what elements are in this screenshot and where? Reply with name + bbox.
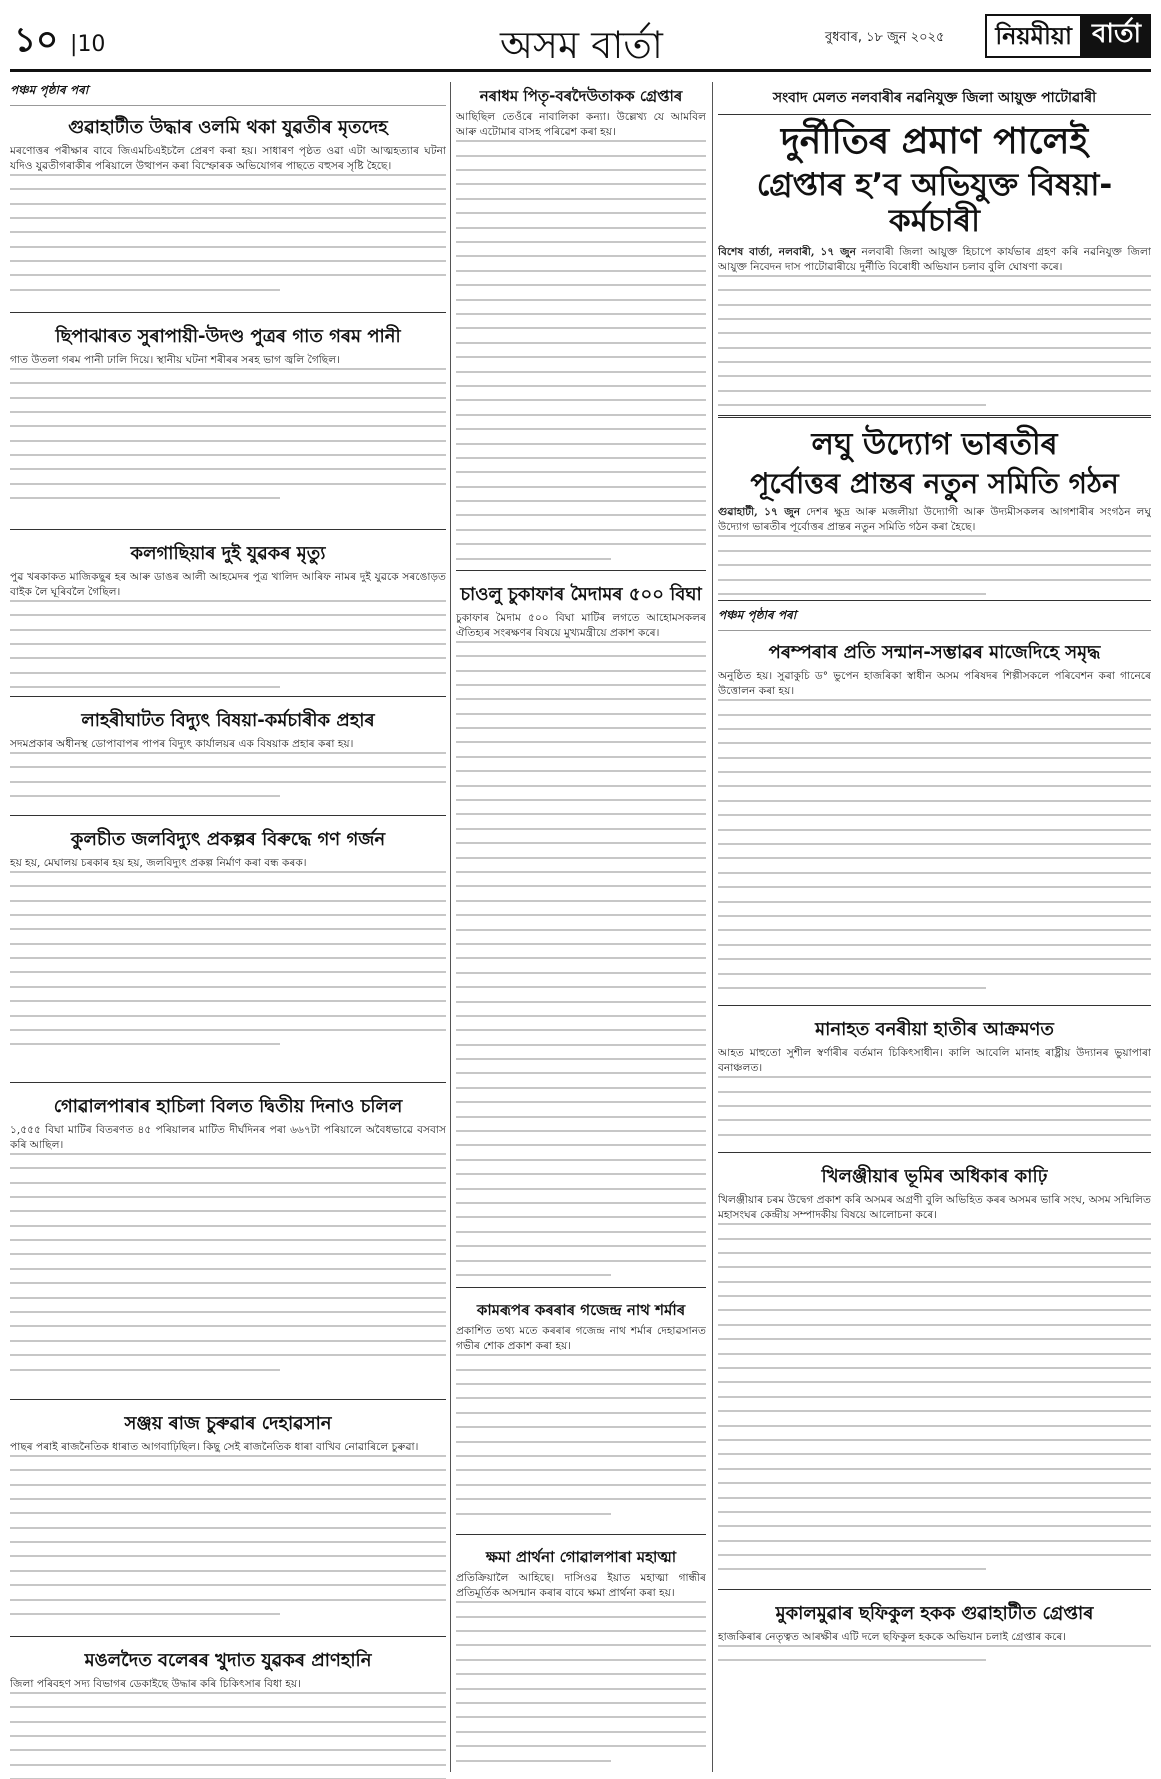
article-headline: মুকালমুৱাৰ ছফিকুল হকক গুৱাহাটীত গ্ৰেপ্তাৰ	[775, 1603, 1094, 1625]
article-body	[718, 1076, 1151, 1144]
divider	[10, 696, 446, 697]
article-lead: খিলঞ্জীয়াৰ চৰম উদ্বেগ প্ৰকাশ কৰি অসমৰ অগ্ৰণী বুলি অভিহিত কৰৰ অসমৰ ভাৰি সংঘ, অসম সন্মিলিত মহাসংঘৰ কেন্দ্ৰীয় সম্পাদকীয় বিষয়ে আলোচনা কৰে।	[718, 1194, 1151, 1222]
article-headline: মানাহত বনৰীয়া হাতীৰ আক্ৰমণত	[815, 1019, 1054, 1041]
article-lead: অনুষ্ঠিত হয়। সুৱাকুচি ড° ভুপেন হাজৰিকা স্বাধীন অসম পৰিষদৰ শিল্পীসকলে পৰিবেশন কৰা গানেৰে উত্তোলন কৰা হয়।	[718, 670, 1151, 698]
second-article-lead	[718, 505, 1151, 535]
column-right	[718, 82, 1151, 1678]
newspaper-page	[10, 8, 1151, 1771]
divider	[456, 570, 706, 571]
lead-strap: সংবাদ মেলত নলবাৰীৰ নৱনিযুক্ত জিলা আয়ুক্ত পাটোৱাৰী	[718, 82, 1151, 115]
article-lead: প্ৰকাশিত তথ্য মতে কৰৰাৰ গজেন্দ্ৰ নাথ শৰ্মাৰ দেহাৱসানত গভীৰ শোক প্ৰকাশ কৰা হয়।	[456, 1325, 706, 1353]
article	[718, 637, 1151, 997]
column-divider	[450, 82, 451, 1772]
article-headline: পৰম্পৰাৰ প্ৰতি সন্মান-সম্ভাৱৰ মাজেদিহে সমৃদ্ধ	[768, 642, 1101, 664]
article-headline: গুৱাহাটীত উদ্ধাৰ ওলমি থকা যুৱতীৰ মৃতদেহ	[68, 117, 388, 138]
logo-part-2: বাৰ্তা	[1082, 14, 1151, 58]
article	[10, 321, 446, 521]
article-body	[718, 1645, 1151, 1661]
lead-headline-line-2: গ্ৰেপ্তাৰ হ’ব অভিযুক্ত বিষয়া-কৰ্মচাৰী	[756, 167, 1113, 240]
second-dateline: গুৱাহাটী, ১৭ জুন	[718, 506, 801, 519]
article-headline: কলগাছিয়াৰ দুই যুৱকৰ মৃত্যু	[130, 543, 326, 564]
article-lead: পাছৰ পৰাই ৰাজনৈতিক ধাৰাত আগবাঢ়িছিল। কিছু সেই ৰাজনৈতিক ধাৰা বাখিব নোৱাৰিলে চুৰুৱা।	[10, 1440, 419, 1453]
second-lead-box	[718, 415, 1151, 602]
article	[10, 1645, 446, 1779]
article-body	[456, 1601, 706, 1761]
article	[10, 824, 446, 1074]
article	[456, 82, 706, 562]
second-article-body	[718, 535, 1151, 595]
lead-dateline: বিশেষ বাৰ্তা, নলবাৰী, ১৭ জুন	[718, 245, 856, 258]
page-number-small: |10	[70, 32, 106, 57]
article-headline: ক্ষমা প্ৰাৰ্থনা গোৱালপাৰা মহাত্মা	[485, 1548, 677, 1566]
article-body	[10, 752, 446, 797]
page-number	[14, 14, 105, 71]
article-lead: মৰণোত্তৰ পৰীক্ষাৰ বাবে জিএমচিএইচলৈ প্ৰেৰণ কৰা হয়। সাধাৰণ পৃষ্ঠত ওৱা এটা আত্মহত্যাৰ ঘটনা যদিও যুৱতীগৰাকীৰ পৰিয়ালে উত্থাপন কৰা বিস্ফোৰক অভিযোগৰ পাছতে বহুসৰ সৃষ্টি হৈছে।	[10, 144, 446, 172]
article-body	[10, 600, 446, 688]
article-body	[10, 1455, 446, 1615]
article-headline: সঞ্জয় ৰাজ চুৰুৱাৰ দেহাৱসান	[124, 1413, 332, 1434]
article-lead: হাজকিৰাৰ নেতৃত্বত আৰক্ষীৰ এটি দলে ছফিকুল হককে অভিযান চলাই গ্ৰেপ্তাৰ কৰে।	[718, 1631, 1067, 1644]
lead-text: নলবাৰী জিলা আয়ুক্ত হিচাপে কাৰ্যভাৰ গ্ৰহণ কৰি নৱনিযুক্ত জিলা আয়ুক্ত নিবেদন দাস পাটোৱাৰীয়ে দুৰ্নীতি বিৰোধী অভিযান চলাব বুলি ঘোষণা কৰে।	[718, 245, 1151, 273]
paper-name: অসম বাৰ্তা	[500, 23, 663, 67]
article	[718, 1161, 1151, 1581]
divider	[10, 1082, 446, 1083]
divider	[718, 1152, 1151, 1153]
article-body	[456, 140, 706, 559]
article-lead: চুকাফাৰ মৈদাম ৫০০ বিঘা মাটিৰ লগতে আহোমসকলৰ ঐতিহ্যৰ সংৰক্ষণৰ বিষয়ে মুখ্যমন্ত্ৰীয়ে প্ৰকাশ কৰে।	[456, 611, 706, 639]
article-lead: আছিছিল তেওঁৰে নাবালিকা কন্যা। উল্লেখ্য যে আমবিল আৰু এটোমাৰ বাসহ পৰিৱেশ কৰা হয়।	[456, 111, 706, 139]
continued-kicker: পঞ্চম পৃষ্ঠাৰ পৰা	[718, 607, 1151, 631]
article-lead: পুৱ খৰকাকত মাজিকছুৰ হৰ আৰু ডাঙৰ আলী আহমেদৰ পুত্ৰ খালিদ আৰিফ নামৰ দুই যুৱকে সৰঙোড়ত বাইক লৈ ঘূৰিবলৈ গৈছিল।	[10, 570, 446, 598]
article	[718, 1014, 1151, 1144]
article-lead: প্ৰতিক্ৰিয়ালৈ আহিছে। দাসিওৱ ইয়াত মহাত্মা গান্ধীৰ প্ৰতিমূৰ্তিক অসন্মান কৰাৰ বাবে ক্ষমা প্ৰাৰ্থনা কৰা হয়।	[456, 1572, 706, 1600]
article-headline: চাওলু চুকাফাৰ মৈদামৰ ৫০০ বিঘা	[460, 584, 702, 605]
divider	[10, 1399, 446, 1400]
divider	[718, 1589, 1151, 1590]
article-body	[10, 871, 446, 1046]
article-lead: ১,৫৫৫ বিঘা মাটিৰ বিতৰণত ৪৫ পৰিয়ালৰ মাটিত দীৰ্ঘদিনৰ পৰা ৬৬৭টা পৰিয়ালে অবৈধভাৱে বসবাস কৰি আছিল।	[10, 1123, 446, 1151]
article	[10, 112, 446, 304]
masthead-logo	[985, 14, 1151, 58]
issue-date: বুধবাৰ, ১৮ জুন ২০২৫	[825, 30, 945, 45]
lead-article-body	[718, 275, 1151, 407]
article-lead: সদমপ্ৰকাৰ অধীনস্থ ডোপাবাপৰ পাপৰ বিদ্যুৎ কাৰ্যালয়ৰ এক বিষয়াক প্ৰহাৰ কৰা হয়।	[10, 737, 354, 750]
column-divider	[712, 82, 713, 1772]
article-lead: আহত মাহুতো সুশীল স্বৰ্ণাৰীৰ বৰ্তমান চিকিৎসাধীন। কালি আবেলি মানাহ ৰাষ্ট্ৰীয় উদ্যানৰ ভুয়াপাৰা বনাঞ্চলত।	[718, 1047, 1151, 1075]
article-lead: হয় হয়, মেঘালয় চৰকাৰ হয় হয়, জলবিদ্যুৎ প্ৰকল্প নিৰ্মাণ কৰা বন্ধ কৰক।	[10, 856, 307, 869]
article-body	[10, 174, 446, 291]
article	[456, 1296, 706, 1526]
divider	[10, 1636, 446, 1637]
article-headline: গোৱালপাৰাৰ হাচিলা বিলত দ্বিতীয় দিনাও চলিল	[53, 1096, 403, 1117]
article-body	[10, 1153, 446, 1371]
logo-part-1: নিয়মীয়া	[985, 14, 1082, 58]
article-body	[718, 1223, 1151, 1570]
article	[10, 1091, 446, 1391]
article	[10, 705, 446, 807]
divider	[718, 1005, 1151, 1006]
divider	[10, 312, 446, 313]
article-lead: জিলা পৰিবহণ সদ্য বিভাগৰ ডেকাইছে উদ্ধাৰ কৰি চিকিৎসাৰ বিধা হয়।	[10, 1677, 301, 1690]
article-lead: গাত উতলা গৰম পানী ঢালি দিয়ে। স্থানীয় ঘটনা শৰীৰৰ সৰহ ভাগ জ্বলি গৈছিল।	[10, 353, 340, 366]
lead-article-lead	[718, 245, 1151, 275]
article	[456, 579, 706, 1279]
lead-headline-line-1: দুৰ্নীতিৰ প্ৰমাণ পালেই	[780, 121, 1089, 162]
divider	[10, 815, 446, 816]
article	[10, 538, 446, 688]
second-article	[718, 505, 1151, 600]
divider	[456, 1287, 706, 1288]
article-headline: মঙলদৈত বলেৰৰ খুদাত যুৱকৰ প্ৰাণহানি	[84, 1650, 372, 1671]
lead-article	[718, 245, 1151, 415]
article	[10, 1408, 446, 1628]
column-left	[10, 82, 446, 1779]
article-headline: নৰাধম পিতৃ-বৰদৈউতাকক গ্ৰেপ্তাৰ	[479, 87, 683, 105]
article-headline: খিলঞ্জীয়াৰ ভূমিৰ অধিকাৰ কাঢ়ি	[821, 1166, 1048, 1188]
second-text: দেশৰ ক্ষুদ্ৰ আৰু মজলীয়া উদ্যোগী আৰু উদ্যমীসকলৰ আগশাৰীৰ সংগঠন লঘু উদ্যোগ ভাৰতীৰ পূৰ্বোত্তৰ প্ৰান্তৰ নতুন সমিতি গঠন কৰা হৈছে।	[718, 506, 1151, 534]
article-body	[718, 699, 1151, 989]
continued-kicker: পঞ্চম পৃষ্ঠাৰ পৰা	[10, 82, 446, 106]
article	[456, 1543, 706, 1773]
article-body	[456, 1354, 706, 1514]
second-headline-line-1: লঘু উদ্যোগ ভাৰতীৰ	[811, 426, 1058, 462]
page-number-large: ১০	[14, 20, 59, 60]
article	[718, 1598, 1151, 1678]
page-header	[10, 8, 1151, 72]
article-body	[10, 1692, 446, 1779]
article-body	[10, 368, 446, 500]
article-headline: ছিপাঝাৰত সুৰাপায়ী-উদণ্ড পুত্ৰৰ গাত গৰম পানী	[55, 326, 401, 347]
column-middle	[456, 82, 706, 1773]
article-headline: কামৰূপৰ কৰৰাৰ গজেন্দ্ৰ নাথ শৰ্মাৰ	[476, 1301, 686, 1319]
second-headline-line-2: পূৰ্বোত্তৰ প্ৰান্তৰ নতুন সমিতি গঠন	[750, 467, 1119, 501]
divider	[10, 529, 446, 530]
divider	[456, 1534, 706, 1535]
article-headline: লাহৰীঘাটত বিদ্যুৎ বিষয়া-কৰ্মচাৰীক প্ৰহাৰ	[81, 710, 375, 731]
article-body	[456, 641, 706, 1276]
article-headline: কুলচীত জলবিদ্যুৎ প্ৰকল্পৰ বিৰুদ্ধে গণ গৰ্জন	[70, 829, 386, 850]
